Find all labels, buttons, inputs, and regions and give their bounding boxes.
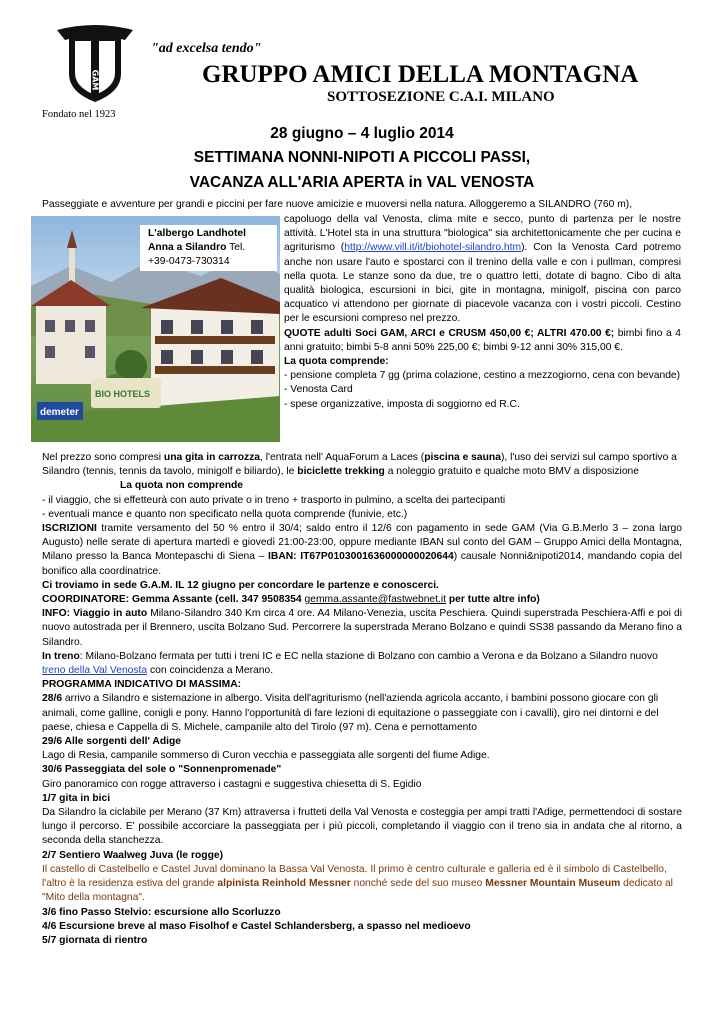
coordinator: COORDINATORE: Gemma Assante (cell. 347 9508354 gemma.assante@fastwebnet.it per tutte altre info) [42, 594, 540, 606]
program-day-heading: 30/6 Passeggiata del sole o "Sonnenpromenade" [42, 764, 282, 776]
included-item: - Venosta Card [284, 384, 353, 396]
program-day-text: Lago di Resia, campanile sommerso di Curon vecchia e passeggiata alle sorgenti del fiume Adige. [42, 750, 490, 762]
program-day-heading: 1/7 gita in bici [42, 792, 111, 804]
program-day-text: Il castello di Castelbello e Castel Juval dominano la Bassa Val Venosta. Il primo è centro culturale e galleria ed è il simbolo di Castelbello, l'altro è la residenza estiva del grande alpinista Reinhold Messner nonché sede del suo museo Messner Mountain Museum dedicato al "Mito della montagna". [42, 863, 673, 904]
included-item: - spese organizzative, imposta di soggiorno ed R.C. [284, 398, 520, 410]
train-link[interactable]: treno della Val Venosta [42, 665, 148, 677]
hotel-description: capoluogo della val Venosta, clima mite e secco, punto di partenza per le nostre attività. L'Hotel sta in una struttura "biologica" sia architettonicamente che per cucina e agriturismo (http://www.vill.it/it/biohotel-silandro.htm). Con la Venosta Card potremo anche non usare l'auto e spostarci con il trenino della valle e con i pullman, compresi nella quota. Le stanze sono da due, tre o quattro letti, dotate di bagno. Cibo di alta qualità biologica, escursioni in bici, gite in montagna, minigolf, piscina con parco acquatico vi attendono per giornate di piacevole vacanza con i vostri piccoli. Cestino per le escursioni compreso nel prezzo. [284, 214, 682, 325]
description-column [284, 213, 681, 412]
intro-text: Passeggiate e avventure per grandi e piccini per fare nuove amicizie e muoversi nella natura. Alloggeremo a SILANDRO (760 m), [42, 199, 633, 210]
demeter-label: demeter [40, 407, 79, 418]
bio-hotels-label: BIO HOTELS [95, 389, 151, 399]
prices: QUOTE adulti Soci GAM, ARCI e CRUSM 450,00 €; ALTRI 470.00 €; bimbi fino a 4 anni gratuito; bimbi 5-8 anni 50% 225,00 €; bimbi 9-12 anni 30% 315,00 €. [284, 327, 682, 353]
hotel-phone: +39-0473-730314 [148, 256, 230, 267]
meeting-note: Ci troviamo in sede G.A.M. IL 12 giugno per concordare le partenze e conoscerci. [42, 579, 439, 591]
included-item: - pensione completa 7 gg (prima colazione, cestino a mezzogiorno, cena con bevande) [284, 370, 681, 382]
hotel-location-line: Anna a Silandro Tel. [148, 242, 246, 253]
program-day: 28/6 arrivo a Silandro e sistemazione in albergo. Visita dell'agriturismo (nell'azienda agricola accanto, i bambini possono giocare con gli animali, come galline, conigli e pony. Hanno l'opportunità di fare lezioni di equitazione o passeggiate con i cavalli), giro nei dintorni e del paese, chiesa e Cappella di S. Michele, campanile alto del Tirolo (97 m). Cena e pernottamento [42, 693, 659, 733]
logo-letters: GAM [90, 69, 100, 91]
hotel-info-box [140, 225, 277, 271]
excluded-item: - il viaggio, che si effetteurà con auto private o in treno + trasporto in pulmino, a scelta dei partecipanti [42, 494, 506, 506]
program-day-heading: 29/6 Alle sorgenti dell' Adige [42, 736, 182, 748]
hotel-website-link[interactable]: http://www.vill.it/it/biohotel-silandro.htm [344, 242, 522, 254]
coordinator-email-link[interactable]: gemma.assante@fastwebnet.it [304, 594, 447, 606]
program-day-text: Da Silandro la ciclabile per Merano (37 Km) attraversa i frutteti della Val Venosta e costeggia per ampi tratti l'Adige, permettendoci di sostare lungo il percorso. E' possibile accorciare la passeggiata per i più piccoli, completando il viaggio con il treno sia in andata che al ritorno, a seconda della stanchezza. [42, 807, 682, 847]
motto: "ad excelsa tendo" [151, 41, 262, 56]
program-heading: PROGRAMMA INDICATIVO DI MASSIMA: [42, 679, 242, 691]
travel-car: INFO: Viaggio in auto Milano-Silandro 340 Km circa 4 ore. A4 Milano-Venezia, uscita Peschiera. Quindi superstrada Peschiera-Affi e poi di nuovo autostrada per il Brennero, uscita Bolzano Sud. Percorrere la superstrada Merano Bolzano e quindi SS38 passando da Merano fino a Silandro. [42, 608, 682, 648]
program-day-heading: 4/6 Escursione breve al maso Fisolhof e Castel Schlandersberg, a spasso nel medioevo [42, 920, 471, 932]
registration: ISCRIZIONI tramite versamento del 50 % entro il 30/4; saldo entro il 12/6 con pagamento in sede GAM (Via G.B.Merlo 3 – zona largo Augusto) nelle serate di apertura martedì e giovedì 21:00-23:00, oppure mediante IBAN sul conto del GAM – Gruppo Amici della Montagna, Milano presso la Banca Montepaschi di Siena – IBAN: IT67P0103001636000000020644) causale Nonni&nipoti2014, mandando copia del bonifico alla coordinatrice. [42, 523, 683, 577]
founded-note: Fondato nel 1923 [42, 109, 116, 120]
org-subtitle: SOTTOSEZIONE C.A.I. MILANO [327, 89, 555, 105]
event-title-line1: SETTIMANA NONNI-NIPOTI A PICCOLI PASSI, [193, 149, 531, 166]
price-extras: Nel prezzo sono compresi una gita in carrozza, l'entrata nell' AquaForum a Laces (piscina e sauna), l'uso dei servizi sul campo sportivo a Silandro (tennis, tennis da tavolo, minigolf e biliardo), le biciclette trekking a noleggio gratuito e qualche moto BMV a disposizioneLa quota non comprende [42, 452, 677, 492]
event-dates: 28 giugno – 4 luglio 2014 [270, 125, 454, 142]
org-title: GRUPPO AMICI DELLA MONTAGNA [202, 61, 639, 88]
included-heading: La quota comprende: [284, 356, 389, 368]
program-day-heading: 2/7 Sentiero Waalweg Juva (le rogge) [42, 849, 224, 861]
details-section [42, 451, 682, 948]
gam-logo [55, 22, 135, 104]
excluded-heading: La quota non comprende [120, 480, 243, 492]
excluded-item: - eventuali mance e quanto non specificato nella quota comprende (funivie, etc.) [42, 508, 408, 520]
program-day-heading: 3/6 fino Passo Stelvio: escursione allo Scorluzzo [42, 906, 281, 918]
travel-train: In treno: Milano-Bolzano fermata per tutti i treni IC e EC nella stazione di Bolzano con cambio a Verona e da Bolzano a Silandro nuovo treno della Val Venosta con coincidenza a Merano. [42, 650, 658, 677]
program-day-heading: 5/7 giornata di rientro [42, 934, 148, 946]
event-title-line2: VACANZA ALL'ARIA APERTA in VAL VENOSTA [189, 174, 535, 191]
program-day-text: Giro panoramico con rogge attraverso i castagni e suggestiva chiesetta di S. Egidio [42, 778, 422, 790]
hotel-name-line: L'albergo Landhotel [148, 228, 246, 239]
